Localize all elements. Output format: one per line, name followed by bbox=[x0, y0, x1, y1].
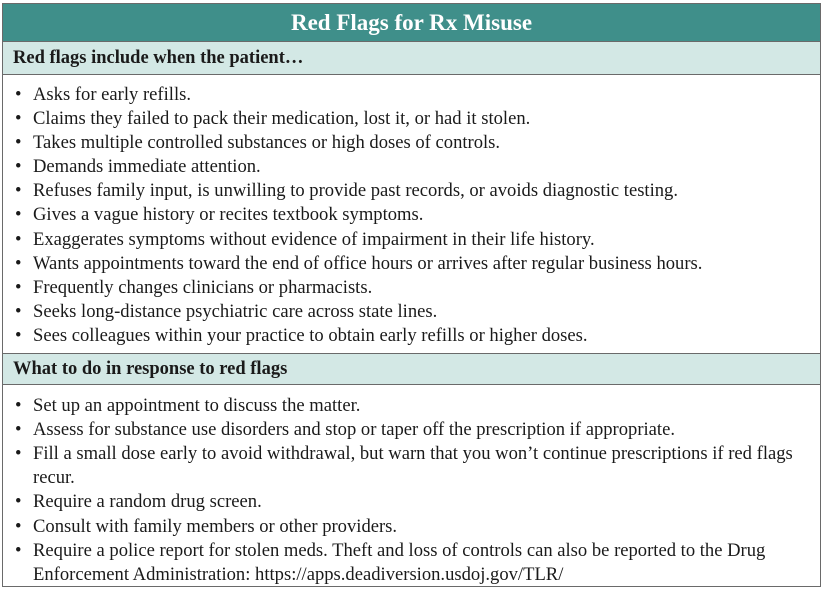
red-flags-list bbox=[3, 75, 820, 353]
list-item: • Fill a small dose early to avoid withdrawal, but warn that you won’t continue prescriptions if red flags recur. bbox=[3, 442, 820, 490]
list-item: • Require a police report for stolen meds. Theft and loss of controls can also be reported to the Drug Enforcement Administration: https://apps.deadiversion.usdoj.gov/TLR/ bbox=[3, 539, 820, 587]
list-item: • Demands immediate attention. bbox=[3, 155, 820, 179]
list-item: • Wants appointments toward the end of office hours or arrives after regular business hours. bbox=[3, 252, 820, 276]
list-item: • Sees colleagues within your practice to obtain early refills or higher doses. bbox=[3, 324, 820, 348]
list-item: • Takes multiple controlled substances or high doses of controls. bbox=[3, 131, 820, 155]
list-item: • Require a random drug screen. bbox=[3, 490, 820, 514]
red-flags-box bbox=[2, 3, 821, 587]
list-item: • Assess for substance use disorders and stop or taper off the prescription if appropriate. bbox=[3, 418, 820, 442]
list-item: • Set up an appointment to discuss the matter. bbox=[3, 394, 820, 418]
section-header-response: What to do in response to red flags bbox=[3, 353, 820, 385]
list-item: • Consult with family members or other providers. bbox=[3, 515, 820, 539]
list-item: • Gives a vague history or recites textbook symptoms. bbox=[3, 203, 820, 227]
response-list bbox=[3, 385, 820, 587]
list-item: • Claims they failed to pack their medication, lost it, or had it stolen. bbox=[3, 107, 820, 131]
list-item: • Asks for early refills. bbox=[3, 83, 820, 107]
list-item: • Exaggerates symptoms without evidence of impairment in their life history. bbox=[3, 228, 820, 252]
list-item: • Frequently changes clinicians or pharmacists. bbox=[3, 276, 820, 300]
list-item: • Seeks long-distance psychiatric care across state lines. bbox=[3, 300, 820, 324]
list-item: • Refuses family input, is unwilling to provide past records, or avoids diagnostic testing. bbox=[3, 179, 820, 203]
box-title: Red Flags for Rx Misuse bbox=[3, 4, 820, 42]
section-header-red-flags: Red flags include when the patient… bbox=[3, 42, 820, 75]
